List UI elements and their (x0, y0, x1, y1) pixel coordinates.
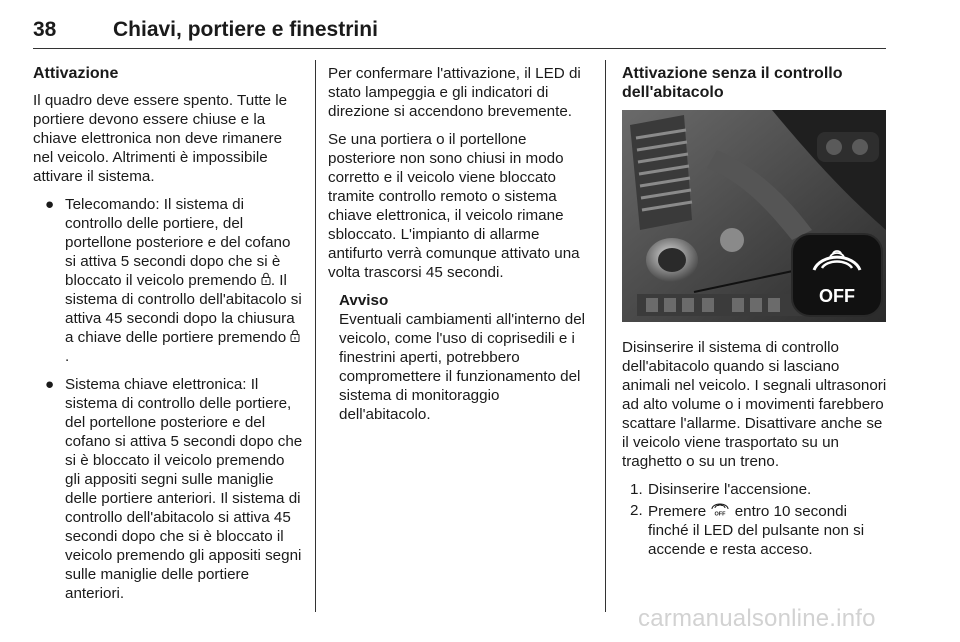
notice-text: Eventuali cambiamenti all'interno del veicolo, come l'uso di coprisedili e i finestrini aperti, potrebbero compromettere il funzionamento del sistema di monitoraggio dell'abitacolo. (339, 311, 586, 423)
bullet-chiave-elettronica: ● Sistema chiave elettronica: Il sistema di controllo delle portiere, del portellone posteriore e del cofano si attiva 5 secondi dopo che si è bloccato il veicolo premendo gli appositi segni sulle maniglie delle portiere anteriori. Il sistema di controllo dell'abitacolo si attiva 45 secondi dopo che si è bloccato il veicolo premendo gli appositi segni sulle maniglie delle portiere anteriori. (45, 376, 303, 602)
interior-monitoring-off-icon (710, 501, 730, 518)
disable-paragraph: Disinserire il sistema di controllo dell'abitacolo quando si lasciano animali nel veicolo. I segnali ultrasonori ad alto volume o i movimenti farebbero scattare l'allarme. Disattivare anche se il veicolo viene trasportato su un traghetto o su un treno. (622, 339, 887, 470)
door-open-paragraph: Se una portiera o il portellone posteriore non sono chiusi in modo corretto e il veicolo viene bloccato tramite controllo remoto o sistema chiave elettronica, il veicolo rimane sbloccato. L'impianto di allarme antifurto verrà comunque attivato una volta trascorsi 45 secondi. (328, 131, 580, 281)
column-2 (328, 64, 594, 433)
lock-icon (290, 329, 300, 344)
step-1: 1. Disinserire l'accensione. (630, 481, 812, 498)
header-rule (33, 48, 886, 49)
section-heading-senza-controllo: Attivazione senza il controllo dell'abitacolo (622, 65, 843, 101)
confirmation-paragraph: Per confermare l'attivazione, il LED di stato lampeggia e gli indicatori di direzione si accendono brevemente. (328, 65, 581, 120)
section-heading-attivazione: Attivazione (33, 65, 119, 82)
svg-text:OFF: OFF (714, 511, 726, 516)
bullet-telecomando: ● Telecomando: Il sistema di controllo delle portiere, del portellone posteriore e del cofano si attiva 5 secondi dopo che si è bloccato il veicolo premendo . Il sistema di controllo dell'abitacolo si attiva 45 secondi dopo la chiusura a chiave delle portiere premendo . (45, 196, 302, 365)
dashboard-photo (622, 110, 886, 322)
bullet-mark: ● (45, 376, 55, 393)
column-divider-1 (315, 60, 316, 612)
column-3 (622, 64, 888, 561)
step-2: 2. Premere OFF entro 10 secondi finché il LED del pulsante non si accende e resta acceso. (630, 502, 865, 558)
notice-heading: Avviso (339, 292, 389, 309)
lock-icon (261, 272, 271, 287)
page-header (0, 0, 960, 50)
notice-box (328, 291, 594, 424)
bullet-mark: ● (45, 196, 55, 213)
column-divider-2 (605, 60, 606, 612)
page-number: 38 (33, 18, 57, 41)
intro-paragraph: Il quadro deve essere spento. Tutte le portiere devono essere chiuse e la chiave elettronica non deve rimanere nel veicolo. Altrimenti è impossibile attivare il sistema. (33, 92, 288, 185)
watermark: carmanualsonline.info (638, 605, 876, 632)
page-title: Chiavi, portiere e finestrini (113, 18, 378, 41)
photo-off-label: OFF (819, 286, 855, 306)
column-1 (33, 64, 303, 612)
